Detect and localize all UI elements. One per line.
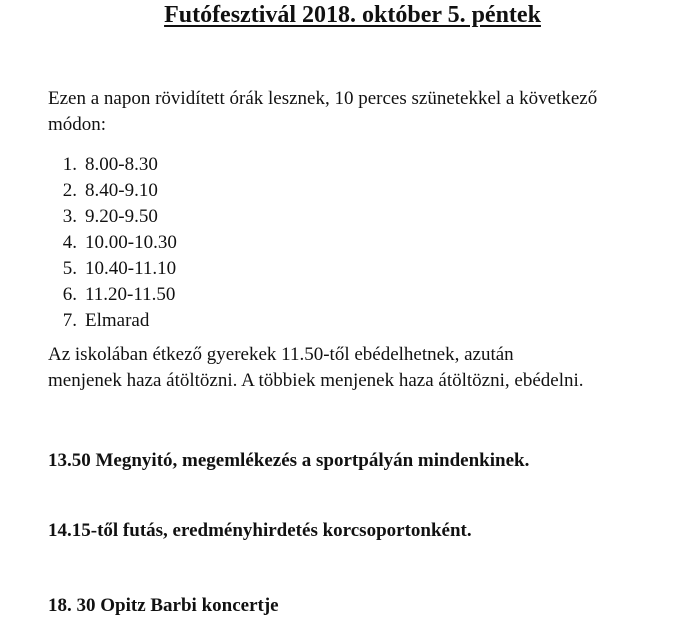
schedule-number: 5. [62, 258, 77, 279]
schedule-item [52, 178, 177, 204]
schedule-item [52, 230, 177, 256]
lesson-schedule-list [52, 152, 177, 334]
schedule-item [52, 204, 177, 230]
event-running: 14.15-től futás, eredményhirdetés korcsoportonként. [48, 520, 472, 541]
lunch-note [48, 342, 673, 394]
schedule-time: Elmarad [85, 310, 150, 331]
event-opening: 13.50 Megnyitó, megemlékezés a sportpályán mindenkinek. [48, 450, 530, 471]
schedule-time: 10.00-10.30 [85, 232, 177, 253]
schedule-time: 9.20-9.50 [85, 206, 158, 227]
document-title: Futófesztivál 2018. október 5. péntek [164, 2, 541, 28]
schedule-number: 3. [62, 206, 77, 227]
schedule-number: 2. [62, 180, 77, 201]
schedule-time: 11.20-11.50 [85, 284, 176, 305]
schedule-item [52, 282, 177, 308]
intro-paragraph: Ezen a napon rövidített órák lesznek, 10 perces szünetekkel a következő módon: [48, 88, 598, 135]
schedule-time: 8.40-9.10 [85, 180, 158, 201]
schedule-item [52, 256, 177, 282]
schedule-time: 10.40-11.10 [85, 258, 177, 279]
schedule-number: 6. [62, 284, 77, 305]
event-concert: 18. 30 Opitz Barbi koncertje [48, 595, 279, 616]
schedule-number: 4. [62, 232, 77, 253]
lunch-note-line-2: menjenek haza átöltözni. A többiek menjenek haza átöltözni, ebédelni. [48, 370, 584, 391]
schedule-item [52, 152, 177, 178]
schedule-number: 1. [62, 154, 77, 175]
schedule-time: 8.00-8.30 [85, 154, 158, 175]
schedule-item [52, 308, 177, 334]
schedule-number: 7. [62, 310, 77, 331]
lunch-note-line-1: Az iskolában étkező gyerekek 11.50-től ebédelhetnek, azután [48, 344, 514, 365]
